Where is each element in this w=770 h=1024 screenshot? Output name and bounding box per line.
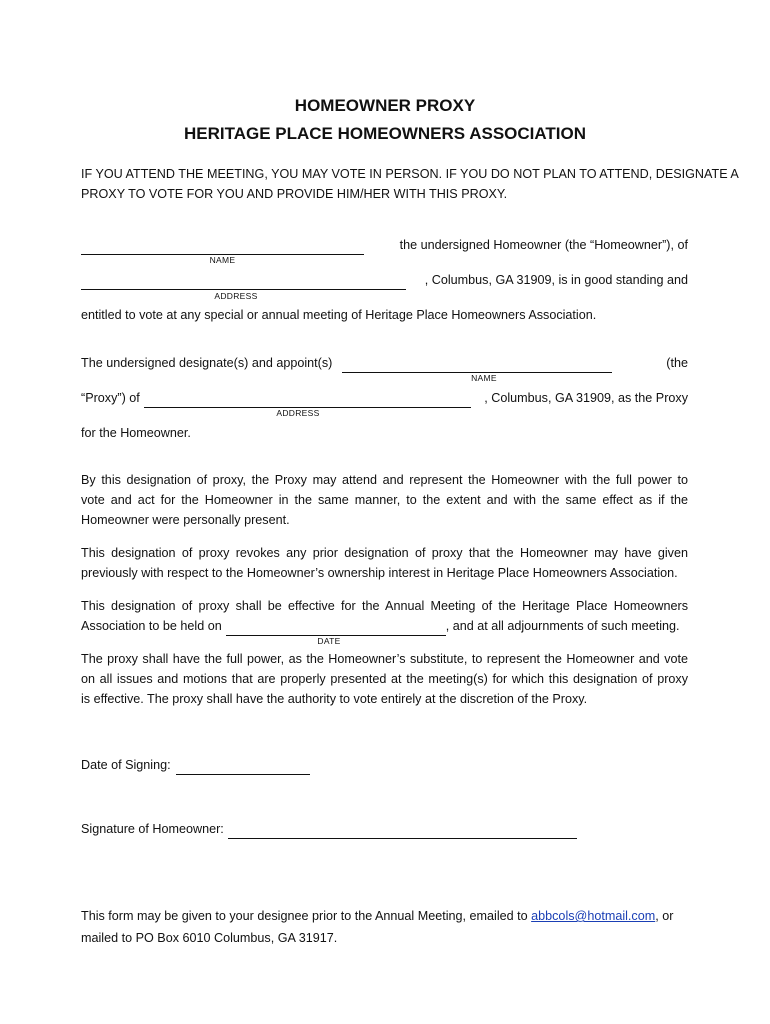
association-title: HERITAGE PLACE HOMEOWNERS ASSOCIATION xyxy=(183,124,587,143)
meeting-date-field[interactable] xyxy=(226,623,446,636)
date-of-signing-label: Date of Signing: xyxy=(81,758,171,772)
designate-row xyxy=(81,353,688,373)
intro-line-2: PROXY TO VOTE FOR YOU AND PROVIDE HIM/HER WITH THIS PROXY. xyxy=(81,187,508,201)
meeting-date-row xyxy=(81,616,688,636)
signature-label: Signature of Homeowner: xyxy=(81,822,224,836)
footer-line-1 xyxy=(81,906,673,926)
para3-line-1: This designation of proxy shall be effective for the Annual Meeting of the Heritage Place Homeowners xyxy=(81,599,688,613)
entitled-statement: entitled to vote at any special or annual meeting of Heritage Place Homeowners Association. xyxy=(81,308,597,322)
date-caption: DATE xyxy=(317,636,341,646)
proxy-of-label: “Proxy”) of xyxy=(81,391,140,405)
intro-line-1: IF YOU ATTEND THE MEETING, YOU MAY VOTE IN PERSON. IF YOU DO NOT PLAN TO ATTEND, DESIGNATE A xyxy=(81,167,739,181)
paragraph-effective xyxy=(81,596,688,616)
proxy-columbus-clause: , Columbus, GA 31909, as the Proxy xyxy=(484,391,688,405)
signature-row xyxy=(81,819,577,839)
para1-line-2: vote and act for the Homeowner in the same manner, to the extent and with the same effect as if the xyxy=(81,493,688,507)
proxy-name-caption: NAME xyxy=(471,373,497,383)
proxy-address-caption: ADDRESS xyxy=(276,408,320,418)
para2-line-2: previously with respect to the Homeowner’s ownership interest in Heritage Place Homeowners Association. xyxy=(81,566,678,580)
footer-text: This form may be given to your designee prior to the Annual Meeting, emailed to xyxy=(81,909,528,923)
para1-line-1: By this designation of proxy, the Proxy may attend and represent the Homeowner with the full power to xyxy=(81,473,688,487)
para4-line-3: is effective. The proxy shall have the authority to vote entirely at the discretion of the Proxy. xyxy=(81,692,588,706)
para4-line-1: The proxy shall have the full power, as the Homeowner’s substitute, to represent the Homeowner and vote xyxy=(81,652,688,666)
proxy-address-row xyxy=(81,388,688,408)
date-of-signing-field[interactable] xyxy=(176,762,310,775)
paragraph-revokes xyxy=(81,543,688,583)
date-of-signing-row xyxy=(81,755,310,775)
homeowner-name-row xyxy=(81,235,688,255)
address-caption: ADDRESS xyxy=(214,291,258,301)
for-homeowner: for the Homeowner. xyxy=(81,426,191,440)
homeowner-address-field[interactable] xyxy=(81,277,406,290)
homeowner-clause: the undersigned Homeowner (the “Homeowner”), of xyxy=(399,238,688,252)
name-caption: NAME xyxy=(209,255,236,265)
homeowner-name-field[interactable] xyxy=(81,242,364,255)
para3-line-2a: Association to be held on xyxy=(81,619,222,633)
paragraph-full-power xyxy=(81,649,688,709)
intro-notice xyxy=(81,164,739,204)
para2-line-1: This designation of proxy revokes any prior designation of proxy that the Homeowner may have given xyxy=(81,546,688,560)
para1-line-3: Homeowner were personally present. xyxy=(81,513,290,527)
footer-line-2: mailed to PO Box 6010 Columbus, GA 31917. xyxy=(81,931,338,945)
paragraph-powers xyxy=(81,470,688,530)
proxy-address-field[interactable] xyxy=(144,395,471,408)
para3-line-2b: , and at all adjournments of such meeting. xyxy=(445,619,680,633)
proxy-name-field[interactable] xyxy=(342,360,612,373)
footer-or: , or xyxy=(655,909,674,923)
para4-line-2: on all issues and motions that are properly presented at the meeting(s) for which this designation of proxy xyxy=(81,672,688,686)
homeowner-address-row xyxy=(81,270,688,290)
standing-clause: , Columbus, GA 31909, is in good standing and xyxy=(424,273,688,287)
designate-label: The undersigned designate(s) and appoint(s) xyxy=(81,356,333,370)
signature-field[interactable] xyxy=(228,826,577,839)
the-paren: (the xyxy=(666,356,688,370)
form-title: HOMEOWNER PROXY xyxy=(294,96,476,115)
email-link[interactable]: abbcols@hotmail.com xyxy=(531,909,656,923)
